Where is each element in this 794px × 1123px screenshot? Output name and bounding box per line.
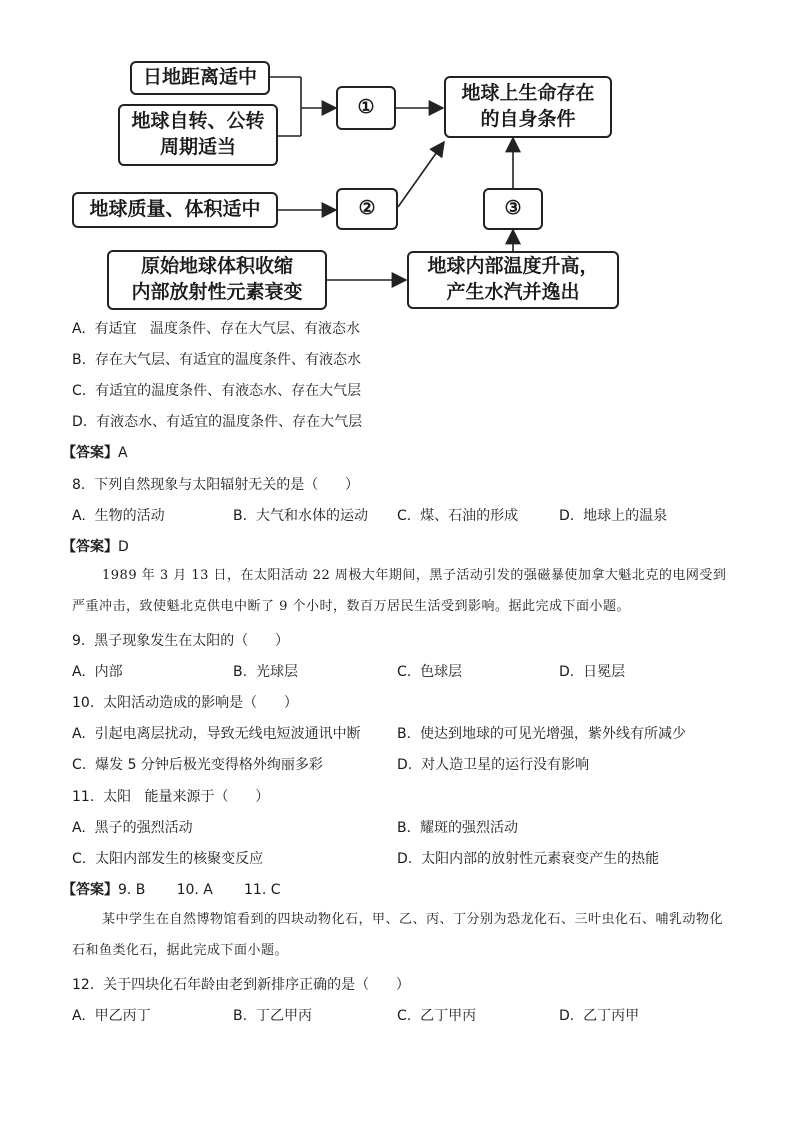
q7-option-d: D. 有液态水、有适宜的温度条件、存在大气层 (72, 414, 363, 430)
box-circle-2: ② (336, 188, 398, 230)
q12-option-c: C. 乙丁甲丙 (397, 1008, 477, 1024)
arrow-circle2-to-life (398, 142, 444, 207)
q12-option-b: B. 丁乙甲丙 (233, 1008, 312, 1024)
q10-option-c: C. 爆发 5 分钟后极光变得格外绚丽多彩 (72, 757, 323, 773)
q9-stem: 9. 黑子现象发生在太阳的（ ） (72, 633, 289, 649)
q9-11-answers (62, 879, 281, 899)
box-mass-volume: 地球质量、体积适中 (72, 192, 278, 228)
q9-option-b: B. 光球层 (233, 664, 298, 680)
q11-stem: 11. 太阳 能量来源于（ ） (72, 789, 270, 805)
q10-stem: 10. 太阳活动造成的影响是（ ） (72, 695, 298, 711)
q11-option-a: A. 黑子的强烈活动 (72, 820, 193, 836)
q12-stem: 12. 关于四块化石年龄由老到新排序正确的是（ ） (72, 977, 410, 993)
q8-option-d: D. 地球上的温泉 (559, 508, 668, 524)
q9-option-c: C. 色球层 (397, 664, 463, 680)
q9-option-a: A. 内部 (72, 664, 123, 680)
box-life-conditions: 地球上生命存在 的自身条件 (444, 76, 612, 138)
q8-option-a: A. 生物的活动 (72, 508, 165, 524)
answer-tag: 【答案】 (62, 539, 118, 555)
q10-option-d: D. 对人造卫星的运行没有影响 (397, 757, 590, 773)
q12-option-a: A. 甲乙丙丁 (72, 1008, 151, 1024)
q11-option-c: C. 太阳内部发生的核聚变反应 (72, 851, 264, 867)
q8-option-b: B. 大气和水体的运动 (233, 508, 368, 524)
q8-option-c: C. 煤、石油的形成 (397, 508, 519, 524)
q7-option-a: A. 有适宜 温度条件、存在大气层、有液态水 (72, 321, 361, 337)
passage-sunspot: 1989 年 3 月 13 日，在太阳活动 22 周极大年期间，黑子活动引发的强磁暴使加拿大魁北克的电网受到严重冲击，致使魁北克供电中断了 9 个小时，数百万居民生活受到影响。据此完成下面小题。 (72, 568, 727, 614)
box-circle-1: ① (336, 86, 396, 130)
q11-option-b: B. 耀斑的强烈活动 (397, 820, 518, 836)
box-rotation-revolution: 地球自转、公转 周期适当 (118, 104, 278, 166)
answer-tag: 【答案】 (62, 445, 118, 461)
answer-value: D (118, 539, 129, 555)
q7-option-c: C. 有适宜的温度条件、有液态水、存在大气层 (72, 383, 362, 399)
answer-value: A (118, 445, 128, 461)
q10-option-b: B. 使达到地球的可见光增强，紫外线有所减少 (397, 726, 686, 742)
box-internal-heat: 地球内部温度升高， 产生水汽并逸出 (407, 251, 619, 309)
answer-value: 9. B 10. A 11. C (118, 882, 281, 898)
box-circle-3: ③ (483, 188, 543, 230)
answer-tag: 【答案】 (62, 882, 118, 898)
q8-answer (62, 536, 129, 556)
q11-option-d: D. 太阳内部的放射性元素衰变产生的热能 (397, 851, 660, 867)
q7-option-b: B. 存在大气层、有适宜的温度条件、有液态水 (72, 352, 361, 368)
q12-option-d: D. 乙丁丙甲 (559, 1008, 640, 1024)
box-sun-distance: 日地距离适中 (130, 61, 270, 95)
q10-option-a: A. 引起电离层扰动，导致无线电短波通讯中断 (72, 726, 361, 742)
q7-answer (62, 442, 128, 462)
passage-fossils: 某中学生在自然博物馆看到的四块动物化石，甲、乙、丙、丁分别为恐龙化石、三叶虫化石、哺乳动物化石和鱼类化石，据此完成下面小题。 (72, 912, 724, 958)
q9-option-d: D. 日冕层 (559, 664, 626, 680)
q8-stem: 8. 下列自然现象与太阳辐射无关的是（ ） (72, 477, 359, 493)
box-shrink-radioactive: 原始地球体积收缩 内部放射性元素衰变 (107, 250, 327, 310)
